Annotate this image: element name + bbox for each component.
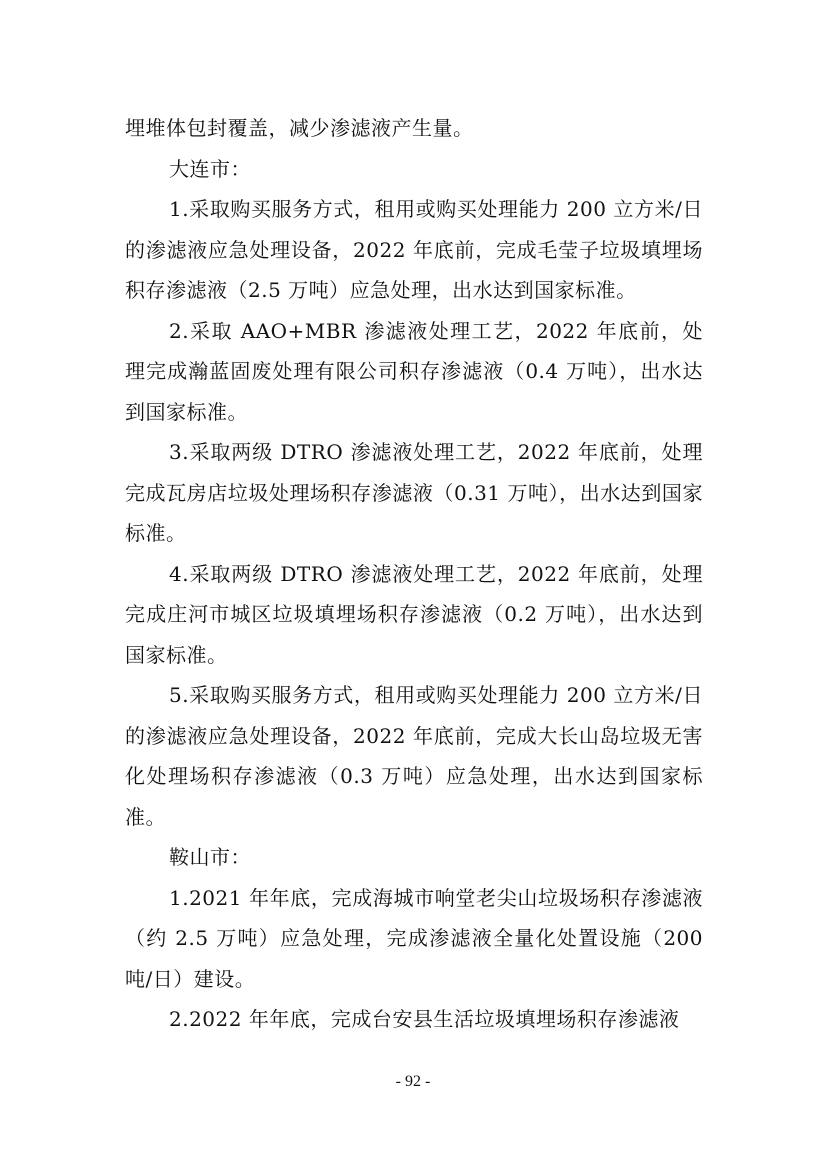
heading-anshan: 鞍山市：	[169, 845, 251, 869]
paragraph-anshan-item-2: 2.2022 年年底，完成台安县生活垃圾填埋场积存渗滤液	[169, 1007, 680, 1031]
paragraph-continuation: 埋堆体包封覆盖，减少渗滤液产生量。	[125, 116, 474, 140]
paragraph-dalian-item-5: 5.采取购买服务方式，租用或购买处理能力 200 立方米/日的渗滤液应急处理设备，2022 年底前，完成大长山岛垃圾无害化处理场积存渗滤液（0.3 万吨）应急处理，出水达到国家标准。	[125, 683, 703, 829]
paragraph-dalian-item-2: 2.采取 AAO+MBR 渗滤液处理工艺，2022 年底前，处理完成瀚蓝固废处理有限公司积存渗滤液（0.4 万吨），出水达到国家标准。	[125, 318, 703, 424]
paragraph-dalian-item-4: 4.采取两级 DTRO 渗滤液处理工艺，2022 年底前，处理完成庄河市城区垃圾填埋场积存渗滤液（0.2 万吨），出水达到国家标准。	[125, 561, 703, 667]
paragraph-dalian-item-3: 3.采取两级 DTRO 渗滤液处理工艺，2022 年底前，处理完成瓦房店垃圾处理场积存渗滤液（0.31 万吨），出水达到国家标准。	[125, 440, 703, 545]
heading-dalian: 大连市：	[169, 156, 251, 181]
document-body	[125, 108, 703, 1040]
paragraph-dalian-item-1: 1.采取购买服务方式，租用或购买处理能力 200 立方米/日的渗滤液应急处理设备，2022 年底前，完成毛莹子垃圾填埋场积存渗滤液（2.5 万吨）应急处理，出水达到国家标准。	[125, 197, 703, 302]
paragraph-anshan-item-1: 1.2021 年年底，完成海城市响堂老尖山垃圾场积存渗滤液（约 2.5 万吨）应急处理，完成渗滤液全量化处置设施（200吨/日）建设。	[125, 885, 703, 991]
page-number: - 92 -	[395, 1073, 431, 1090]
